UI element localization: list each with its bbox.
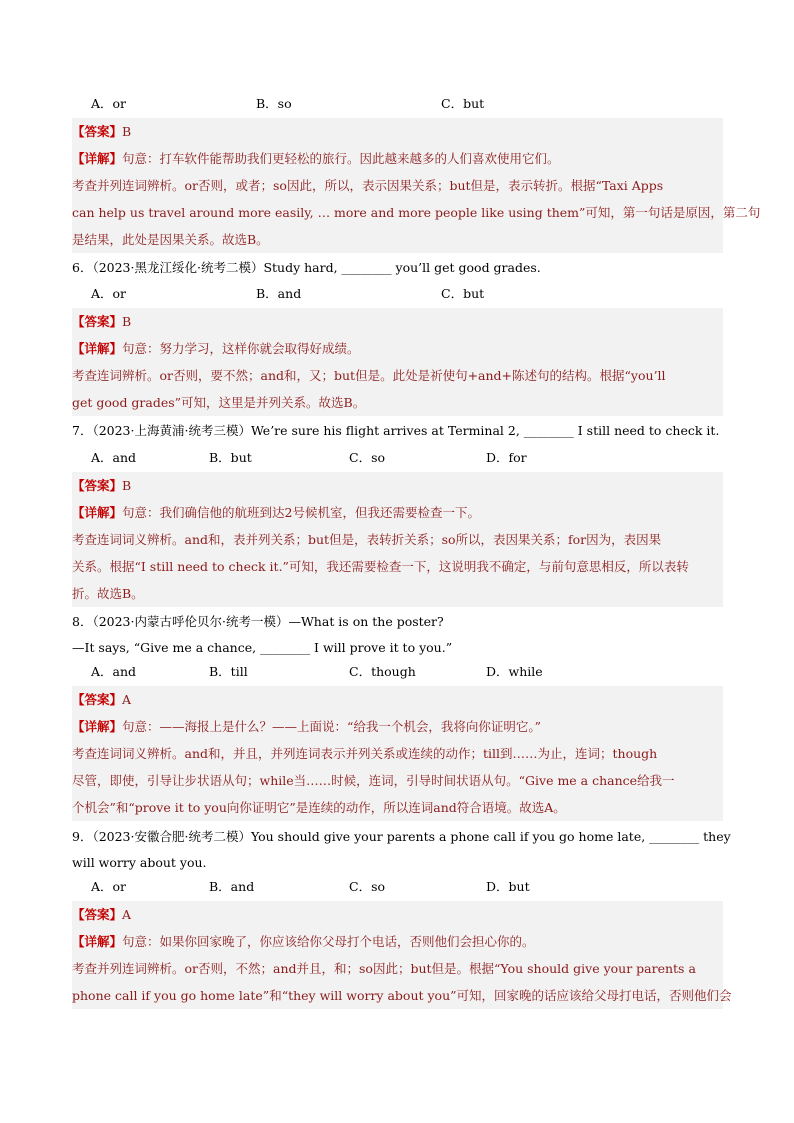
answer-value: B bbox=[122, 314, 132, 329]
detail-line: 句意：我们确信他的航班到达2号候机室，但我还需要检查一下。 bbox=[122, 505, 480, 520]
option-d: D．but bbox=[486, 879, 530, 894]
answer-tag: 【答案】 bbox=[72, 314, 123, 329]
detail-line: 句意：努力学习，这样你就会取得好成绩。 bbox=[122, 341, 360, 356]
option-c: C．so bbox=[349, 879, 386, 894]
option-b: B．and bbox=[256, 286, 302, 301]
option-b: B．and bbox=[209, 879, 255, 894]
q9-stem-line2: will worry about you. bbox=[72, 855, 207, 870]
option-b: B．so bbox=[256, 96, 292, 111]
option-b: B．till bbox=[209, 664, 248, 679]
detail-line: 句意：打车软件能帮助我们更轻松的旅行。因此越来越多的人们喜欢使用它们。 bbox=[122, 151, 560, 166]
detail-tag: 【详解】 bbox=[72, 341, 123, 356]
q9-explanation bbox=[72, 901, 732, 1009]
detail-line: 尽管，即使，引导让步状语从句；while当……时候，连词，引导时间状语从句。“Give me a chance给我一 bbox=[72, 773, 675, 788]
detail-tag: 【详解】 bbox=[72, 719, 123, 734]
detail-tag: 【详解】 bbox=[72, 505, 123, 520]
detail-line: 考查并列连词辨析。or否则，不然；and并且，和；so因此；but但是。根据“You should give your parents a bbox=[72, 961, 696, 976]
detail-tag: 【详解】 bbox=[72, 934, 123, 949]
answer-value: A bbox=[122, 692, 132, 707]
q9-stem: 9．（2023·安徽合肥·统考二模）You should give your parents a phone call if you go home late, ________ they bbox=[72, 829, 731, 844]
detail-line: 考查并列连词辨析。or否则，或者；so因此，所以，表示因果关系；but但是，表示转折。根据“Taxi Apps bbox=[72, 178, 664, 193]
answer-tag: 【答案】 bbox=[72, 124, 123, 139]
answer-tag: 【答案】 bbox=[72, 692, 123, 707]
option-a: A．and bbox=[91, 664, 137, 679]
detail-line: can help us travel around more easily, … more and more people like using them”可知，第一句话是原因，第二句 bbox=[72, 205, 761, 220]
answer-value: B bbox=[122, 478, 132, 493]
q6-stem: 6．（2023·黑龙江绥化·统考二模）Study hard, ________ you’ll get good grades. bbox=[72, 260, 541, 275]
q8-explanation bbox=[72, 686, 723, 821]
detail-line: 句意：如果你回家晚了，你应该给你父母打个电话，否则他们会担心你的。 bbox=[122, 934, 535, 949]
detail-line: get good grades”可知，这里是并列关系。故选B。 bbox=[72, 395, 366, 410]
answer-tag: 【答案】 bbox=[72, 907, 123, 922]
detail-line: 考查连词词义辨析。and和，并且，并列连词表示并列关系或连续的动作；till到……为止，连词；though bbox=[72, 746, 658, 761]
detail-line: 关系。根据“I still need to check it.”可知，我还需要检查一下，这说明我不确定，与前句意思相反，所以表转 bbox=[72, 559, 689, 574]
answer-tag: 【答案】 bbox=[72, 478, 123, 493]
detail-line: 句意：——海报上是什么？——上面说：“给我一个机会，我将向你证明它。” bbox=[122, 719, 542, 734]
option-c: C．but bbox=[441, 286, 485, 301]
option-a: A．or bbox=[91, 879, 127, 894]
option-a: A．or bbox=[91, 96, 127, 111]
q6-explanation bbox=[72, 308, 723, 416]
option-a: A．and bbox=[91, 450, 137, 465]
option-b: B．but bbox=[209, 450, 252, 465]
q5-explanation bbox=[72, 118, 761, 253]
answer-value: A bbox=[122, 907, 132, 922]
q8-stem-line2: —It says, “Give me a chance, ________ I will prove it to you.” bbox=[72, 640, 453, 655]
q8-stem: 8．（2023·内蒙古呼伦贝尔·统考一模）—What is on the poster? bbox=[72, 614, 444, 629]
option-c: C．so bbox=[349, 450, 386, 465]
option-c: C．but bbox=[441, 96, 485, 111]
option-d: D．while bbox=[486, 664, 543, 679]
detail-tag: 【详解】 bbox=[72, 151, 123, 166]
detail-line: 考查连词辨析。or否则，要不然；and和，又；but但是。此处是祈使句+and+陈述句的结构。根据“you’ll bbox=[72, 368, 666, 383]
option-a: A．or bbox=[91, 286, 127, 301]
option-d: D．for bbox=[486, 450, 527, 465]
q7-explanation bbox=[72, 472, 723, 607]
answer-value: B bbox=[122, 124, 132, 139]
option-c: C．though bbox=[349, 664, 416, 679]
detail-line: 折。故选B。 bbox=[72, 586, 144, 601]
detail-line: phone call if you go home late”和“they will worry about you”可知，回家晚的话应该给父母打电话，否则他们会 bbox=[72, 988, 732, 1003]
detail-line: 个机会”和“prove it to you向你证明它”是连续的动作，所以连词and符合语境。故选A。 bbox=[72, 800, 566, 815]
detail-line: 是结果，此处是因果关系。故选B。 bbox=[72, 232, 269, 247]
q7-stem: 7．（2023·上海黄浦·统考三模）We’re sure his flight arrives at Terminal 2, ________ I still need to check it. bbox=[72, 423, 720, 438]
detail-line: 考查连词词义辨析。and和，表并列关系；but但是，表转折关系；so所以，表因果关系；for因为，表因果 bbox=[72, 532, 662, 547]
